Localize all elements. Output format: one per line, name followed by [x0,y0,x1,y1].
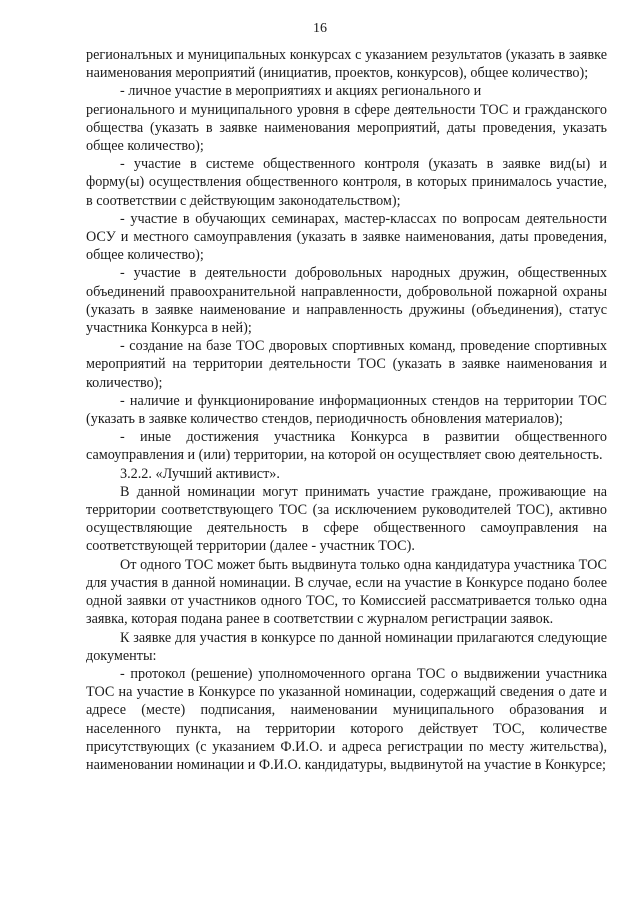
paragraph-intro-2: - личное участие в мероприятиях и акциях регионального и [120,83,482,100]
section-paragraph-3: К заявке для участия в конкурсе по данной номинации прилагаются следующие документы: [86,629,607,664]
document-body [86,46,607,774]
paragraph-5: - создание на базе ТОС дворовых спортивных команд, проведение спортивных мероприятий на территории деятельности ТОС (указать в заявке наименования и количество); [86,338,607,391]
section-paragraph-1: В данной номинации могут принимать участие граждане, проживающие на территории соответствующего ТОС (за исключением руководителей ТОС), активно осуществляющие деятельность в сфере общественного самоуправления на соответствующей территории (далее - участник ТОС). [86,483,607,555]
paragraph-2: - участие в системе общественного контроля (указать в заявке вид(ы) и форму(ы) осуществления общественного контроля, в которых принималось участие, в соответствии с действующим законодательством); [86,156,607,209]
paragraph-6: - наличие и функционирование информационных стендов на территории ТОС (указать в заявке количество стендов, периодичность обновления материалов); [86,392,607,428]
section-paragraph-2: От одного ТОС может быть выдвинута только одна кандидатура участника ТОС для участия в данной номинации. В случае, если на участие в Конкурсе подано более одной заявки от участников одного ТОС, то Комиссией рассматривается только одна заявка, которая подана ранее в соответствии с журналом регистрации заявок. [86,556,607,628]
paragraph-7: - иные достижения участника Конкурса в развитии общественного самоуправления и (или) территории, на которой он осуществляет свою деятельность. [86,429,607,464]
page-number: 16 [313,21,327,36]
paragraph-4: - участие в деятельности добровольных народных дружин, общественных объединений правоохранительной направленности, добровольной пожарной охраны (указать в заявке наименование и направленность дружины (объединения), статус участника Конкурса в ней); [86,265,607,337]
paragraph-1: регионального и муниципального уровня в сфере деятельности ТОС и гражданского общества (указать в заявке наименования мероприятий, даты проведения, указать общее количество); [86,101,607,155]
section-heading: 3.2.2. «Лучший активист». [120,465,280,482]
paragraph-3: - участие в обучающих семинарах, мастер-классах по вопросам деятельности ОСУ и местного самоуправления (указать в заявке наименования, даты проведения, общее количество); [86,210,607,264]
paragraph-intro-1: регионалъных и муниципальных конкурсах с указанием результатов (указать в заявке наименования мероприятий (инициатив, проектов, конкурсов), общее количество); [86,47,607,82]
section-paragraph-4: - протокол (решение) уполномоченного органа ТОС о выдвижении участника ТОС на участие в Конкурсе по указанной номинации, содержащий сведения о дате и адресе (месте) подписания, наименовании муниципального образования и населенного пункта, на территории которого действует ТОС, количестве присутствующих (с указанием Ф.И.О. и адреса регистрации по месту жительства), наименовании номинации и Ф.И.О. кандидатуры, выдвинутой на участие в Конкурсе; [86,665,607,773]
